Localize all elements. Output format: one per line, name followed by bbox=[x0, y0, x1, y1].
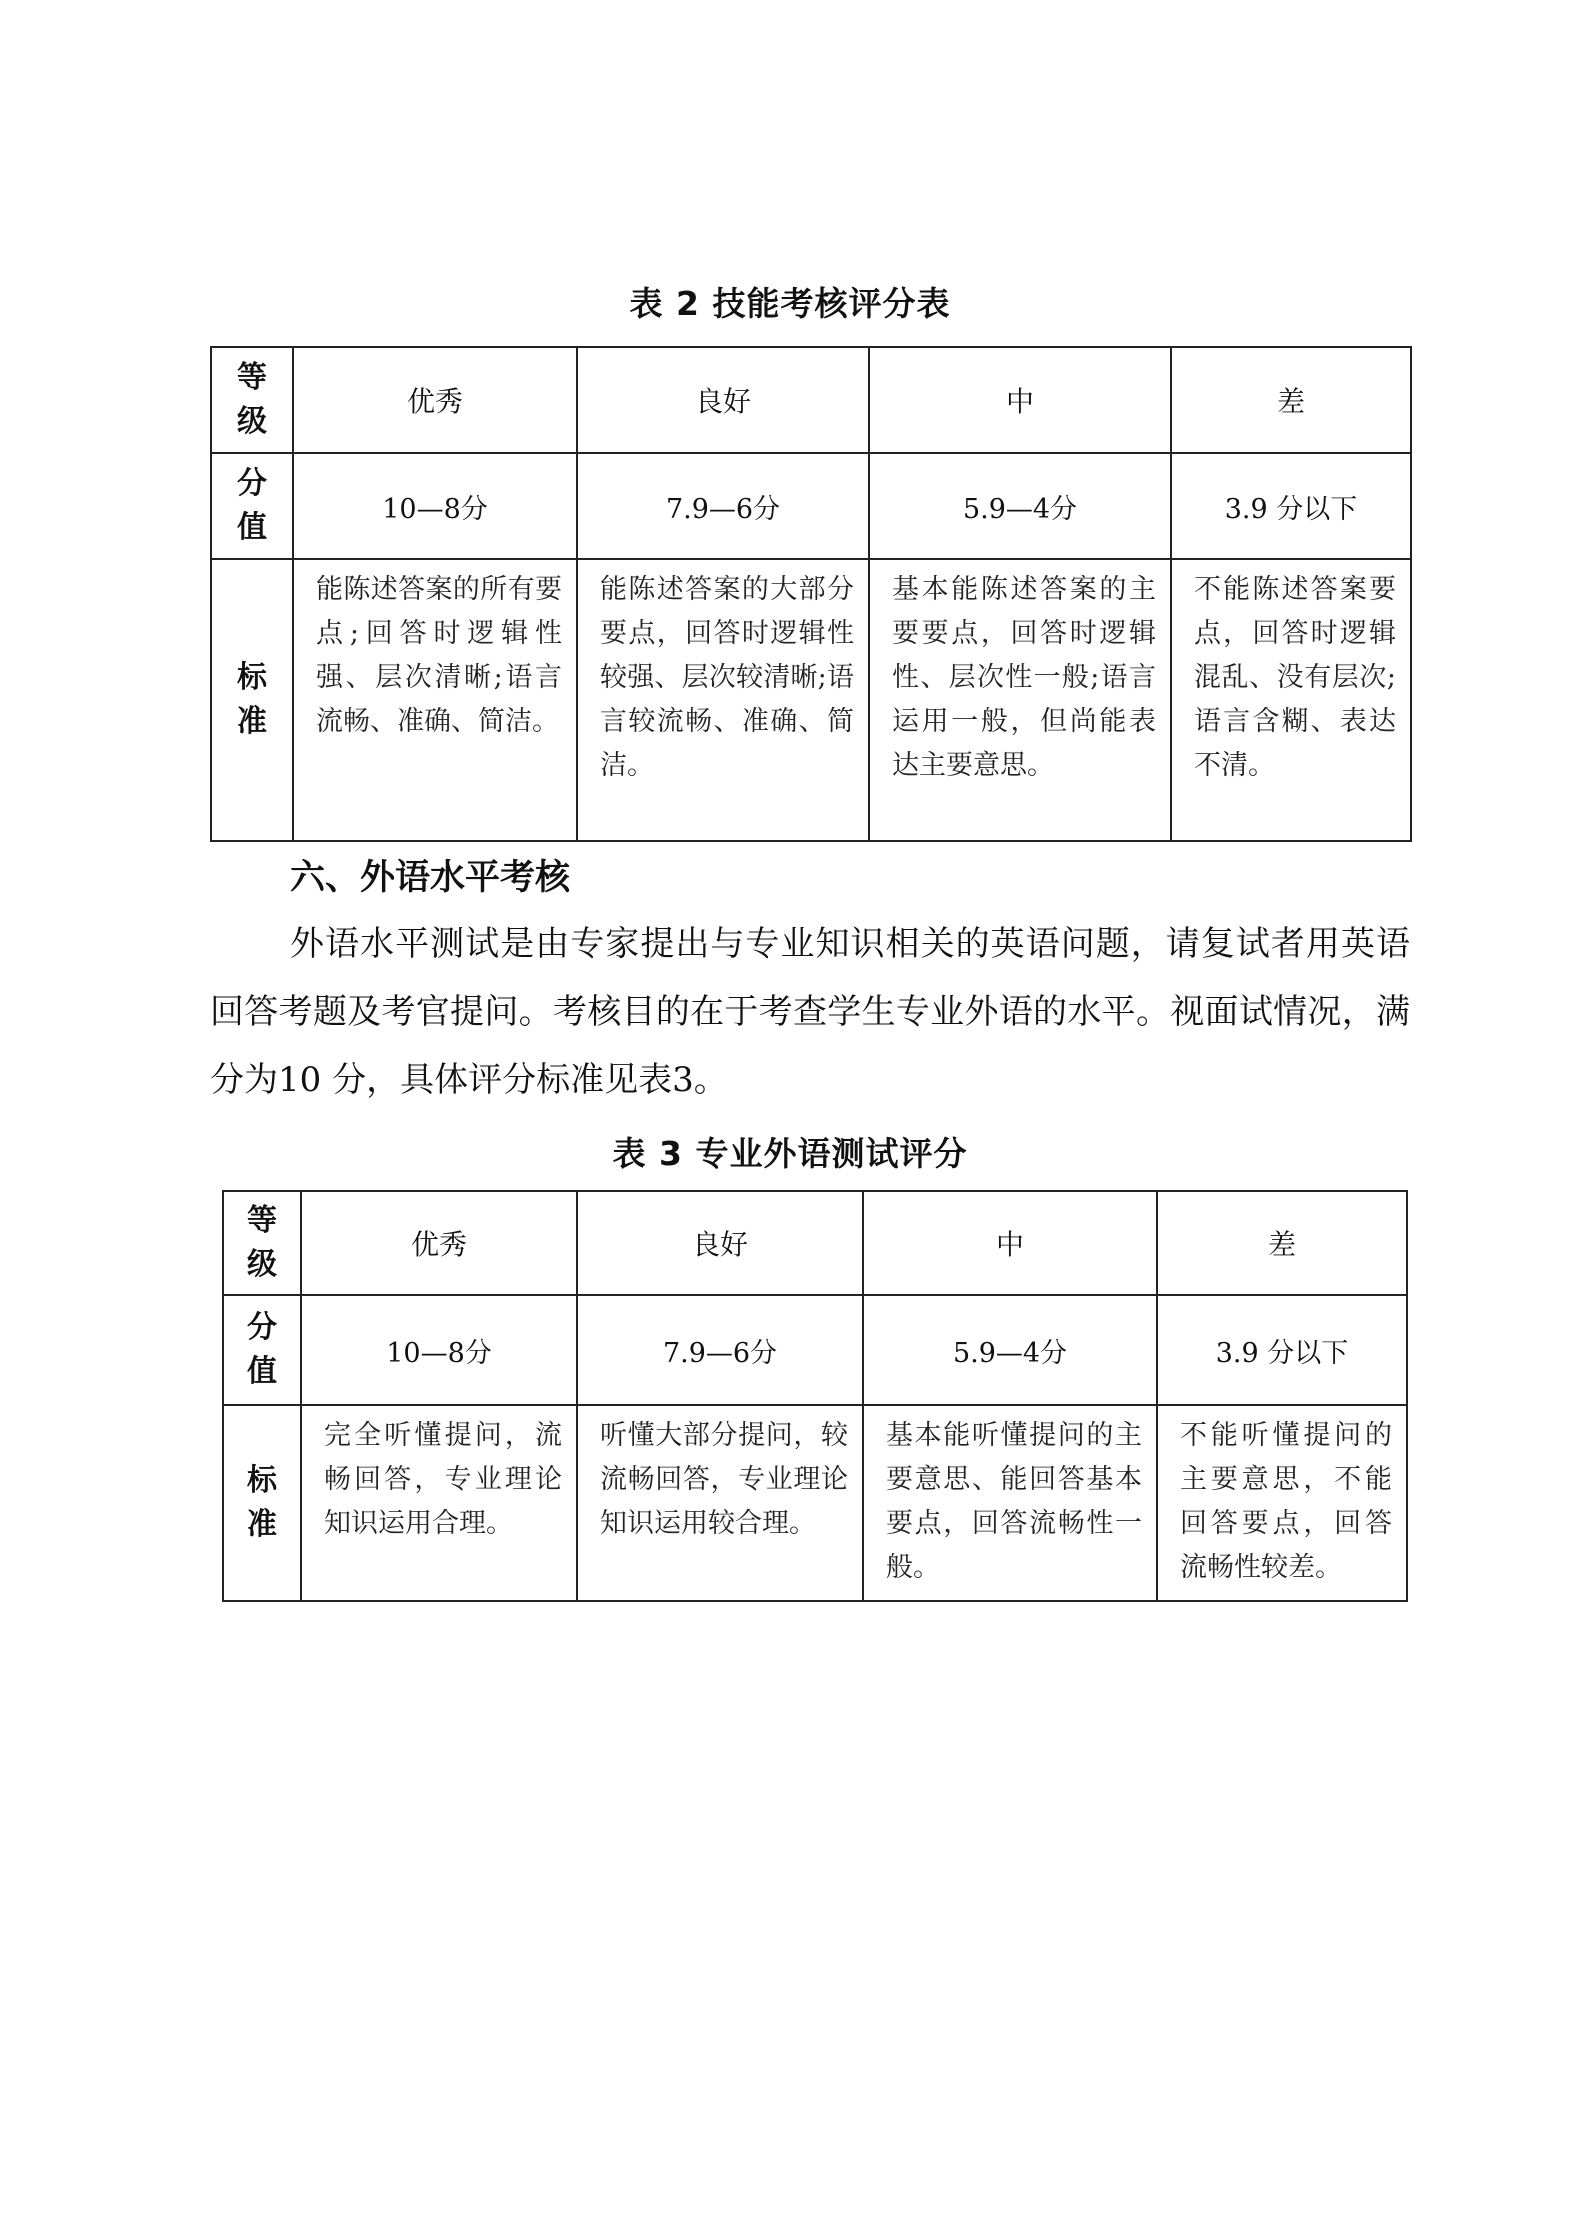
score-row-label: 分值 bbox=[223, 1295, 301, 1405]
grade-row bbox=[223, 1191, 1407, 1295]
score-row bbox=[223, 1295, 1407, 1405]
criteria-row-label: 标准 bbox=[211, 559, 293, 841]
score-good: 7.9—6分 bbox=[577, 453, 869, 559]
section-paragraph: 外语水平测试是由专家提出与专业知识相关的英语问题，请复试者用英语回答考题及考官提问。考核目的在于考查学生专业外语的水平。视面试情况，满分为10 分，具体评分标准见表3。 bbox=[210, 924, 1410, 1100]
grade-good: 良好 bbox=[577, 1191, 863, 1295]
grade-poor: 差 bbox=[1157, 1191, 1407, 1295]
score-poor: 3.9 分以下 bbox=[1171, 453, 1411, 559]
criteria-average: 基本能听懂提问的主要意思、能回答基本要点，回答流畅性一般。 bbox=[863, 1405, 1157, 1601]
foreign-language-table bbox=[222, 1190, 1408, 1602]
criteria-poor: 不能陈述答案要点，回答时逻辑混乱、没有层次; 语言含糊、表达不清。 bbox=[1171, 559, 1411, 841]
criteria-good: 听懂大部分提问，较流畅回答，专业理论知识运用较合理。 bbox=[577, 1405, 863, 1601]
table2-caption: 表 2 技能考核评分表 bbox=[629, 284, 951, 323]
score-good: 7.9—6分 bbox=[577, 1295, 863, 1405]
criteria-row-label: 标准 bbox=[223, 1405, 301, 1601]
grade-average: 中 bbox=[869, 347, 1171, 453]
grade-average: 中 bbox=[863, 1191, 1157, 1295]
score-average: 5.9—4分 bbox=[863, 1295, 1157, 1405]
grade-row-label: 等级 bbox=[223, 1191, 301, 1295]
grade-row bbox=[211, 347, 1411, 453]
criteria-excellent: 完全听懂提问，流畅回答，专业理论知识运用合理。 bbox=[301, 1405, 577, 1601]
criteria-row bbox=[223, 1405, 1407, 1601]
grade-poor: 差 bbox=[1171, 347, 1411, 453]
grade-excellent: 优秀 bbox=[293, 347, 577, 453]
score-excellent: 10—8分 bbox=[293, 453, 577, 559]
criteria-row bbox=[211, 559, 1411, 841]
grade-excellent: 优秀 bbox=[301, 1191, 577, 1295]
criteria-good: 能陈述答案的大部分要点，回答时逻辑性较强、层次较清晰;语言较流畅、准确、简洁。 bbox=[577, 559, 869, 841]
criteria-poor: 不能听懂提问的主要意思，不能回答要点，回答流畅性较差。 bbox=[1157, 1405, 1407, 1601]
skill-assessment-table bbox=[210, 346, 1412, 842]
grade-good: 良好 bbox=[577, 347, 869, 453]
table3-caption: 表 3 专业外语测试评分 bbox=[612, 1134, 968, 1173]
score-row-label: 分值 bbox=[211, 453, 293, 559]
score-row bbox=[211, 453, 1411, 559]
score-average: 5.9—4分 bbox=[869, 453, 1171, 559]
section-heading: 六、外语水平考核 bbox=[290, 858, 571, 898]
grade-row-label: 等级 bbox=[211, 347, 293, 453]
criteria-average: 基本能陈述答案的主要要点，回答时逻辑性、层次性一般;语言运用一般，但尚能表达主要意思。 bbox=[869, 559, 1171, 841]
score-excellent: 10—8分 bbox=[301, 1295, 577, 1405]
criteria-excellent: 能陈述答案的所有要点;回答时逻辑性强、层次清晰;语言流畅、准确、简洁。 bbox=[293, 559, 577, 841]
score-poor: 3.9 分以下 bbox=[1157, 1295, 1407, 1405]
